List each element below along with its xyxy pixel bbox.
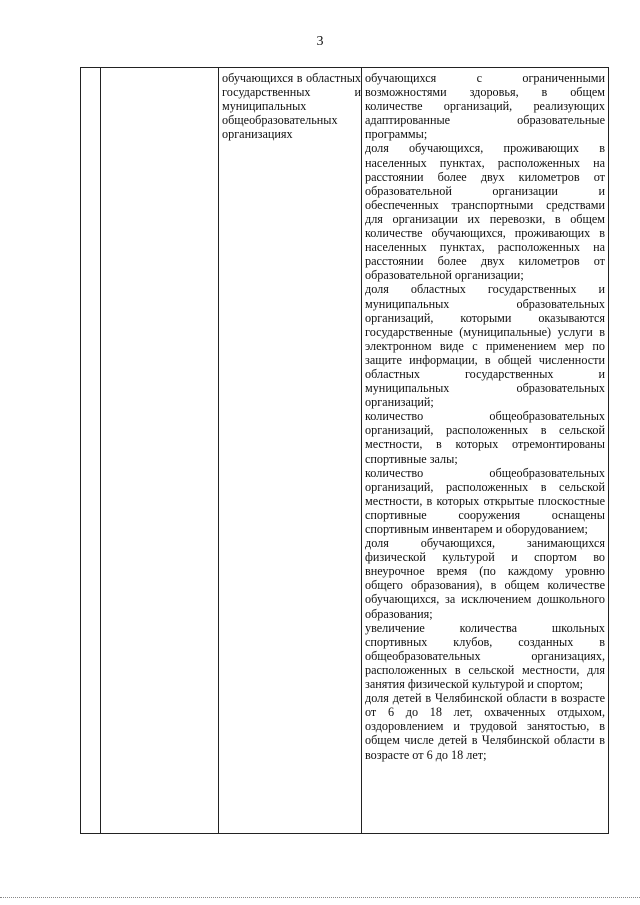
scan-edge-line [0, 897, 640, 898]
indicator-item: увеличение количества школьных спортивных клубов, созданных в общеобразовательных организациях, расположенных в сельской местности, для занятия физической культурой и спортом; [365, 620, 605, 692]
indicator-item: доля обучающихся, занимающихся физической культурой и спортом во внеурочное время (по каждому уровню общего образования), в общем количестве обучающихся, за исключением дошкольного образования; [365, 536, 605, 621]
column-divider-1 [100, 68, 101, 833]
indicator-item: доля областных государственных и муниципальных образовательных организаций, которыми оказываются государственные (муниципальные) услуги в электронном виде с применением мер по защите информации, в общей численности областных государственных и муниципальных образовательных организаций; [365, 282, 605, 410]
indicator-item: доля детей в Челябинской области в возрасте от 6 до 18 лет, охваченных отдыхом, оздоровлением и трудовой занятостью, в общем числе детей в Челябинской области в возрасте от 6 до 18 лет; [365, 691, 605, 762]
indicator-item: количество общеобразовательных организаций, расположенных в сельской местности, в которых открытые плоскостные спортивные сооружения оснащены спортивным инвентарем и оборудованием; [365, 465, 605, 536]
table-cell-organizations: обучающихся в областных государственных и муниципальных общеобразовательных организациях [222, 71, 361, 142]
indicators-table [80, 67, 609, 834]
column-divider-3 [361, 68, 362, 833]
indicator-item: обучающихся с ограниченными возможностями здоровья, в общем количестве организаций, реализующих адаптированные образовательные программы; [365, 71, 605, 142]
indicator-item: количество общеобразовательных организаций, расположенных в сельской местности, в которых отремонтированы спортивные залы; [365, 409, 605, 466]
table-cell-indicators [365, 71, 605, 762]
table-border-left [80, 68, 81, 833]
indicator-item: доля обучающихся, проживающих в населенных пунктах, расположенных на расстоянии более двух километров от образовательной организации и обеспеченных транспортными средствами для организации их перевозки, в общем количестве обучающихся, проживающих в населенных пунктах, расположенных на расстоянии более двух километров от образовательной организации; [365, 141, 605, 283]
table-border-right [608, 68, 609, 833]
page-number: 3 [316, 34, 324, 49]
column-divider-2 [218, 68, 219, 833]
